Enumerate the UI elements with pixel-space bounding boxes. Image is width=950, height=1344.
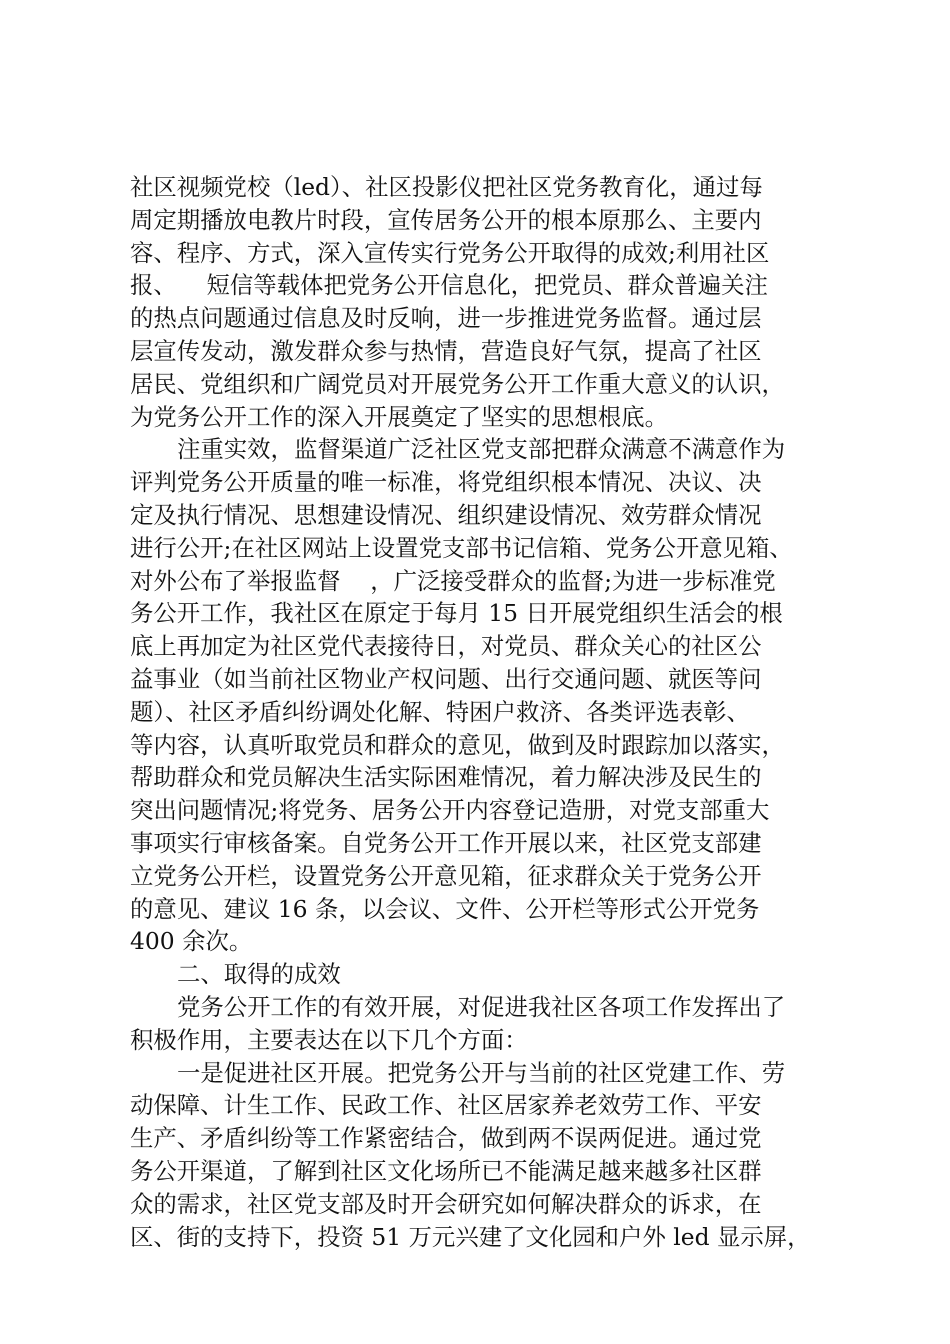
text-line: 对外公布了举报监督 ，广泛接受群众的监督;为进一步标准党 <box>130 566 776 595</box>
text-line: 400 余次。 <box>130 927 253 956</box>
text-line: 事项实行审核备案。自党务公开工作开展以来，社区党支部建 <box>130 828 762 857</box>
text-line: 动保障、计生工作、民政工作、社区居家养老效劳工作、平安 <box>130 1091 762 1120</box>
text-line: 定及执行情况、思想建设情况、组织建设情况、效劳群众情况 <box>130 500 762 529</box>
text-line: 务公开渠道，了解到社区文化场所已不能满足越来越多社区群 <box>130 1156 762 1185</box>
document-body <box>130 171 842 1253</box>
text-line: 评判党务公开质量的唯一标准，将党组织根本情况、决议、决 <box>130 468 762 497</box>
text-line: 进行公开;在社区网站上设置党支部书记信箱、党务公开意见箱、 <box>130 533 793 562</box>
text-line: 党务公开工作的有效开展，对促进我社区各项工作发挥出了 <box>177 992 786 1021</box>
text-line: 社区视频党校（led）、社区投影仪把社区党务教育化，通过每 <box>130 173 763 201</box>
text-line: 务公开工作，我社区在原定于每月 15 日开展党组织生活会的根 <box>130 599 783 628</box>
text-line: 底上再加定为社区党代表接待日，对党员、群众关心的社区公 <box>130 632 762 661</box>
text-line: 注重实效，监督渠道广泛社区党支部把群众满意不满意作为 <box>177 435 786 464</box>
text-line: 生产、矛盾纠纷等工作紧密结合，做到两不误两促进。通过党 <box>130 1124 762 1153</box>
text-line: 层宣传发动，激发群众参与热情，营造良好气氛，提高了社区 <box>130 336 762 365</box>
text-line: 的热点问题通过信息及时反响，进一步推进党务监督。通过层 <box>130 304 762 333</box>
text-line: 的意见、建议 16 条，以会议、文件、公开栏等形式公开党务 <box>130 894 760 923</box>
text-line: 容、程序、方式，深入宣传实行党务公开取得的成效;利用社区 <box>130 238 770 267</box>
text-line: 为党务公开工作的深入开展奠定了坚实的思想根底。 <box>130 402 668 431</box>
text-line: 二、取得的成效 <box>177 960 341 989</box>
text-line: 众的需求，社区党支部及时开会研究如何解决群众的诉求，在 <box>130 1189 762 1218</box>
text-line: 题）、社区矛盾纠纷调处化解、特困户救济、各类评选表彰、 <box>130 697 750 726</box>
text-line: 居民、党组织和广阔党员对开展党务公开工作重大意义的认识， <box>130 369 785 398</box>
text-line: 周定期播放电教片时段，宣传居务公开的根本原那么、主要内 <box>130 205 762 234</box>
text-line: 等内容，认真听取党员和群众的意见，做到及时跟踪加以落实， <box>130 730 785 759</box>
text-line: 立党务公开栏，设置党务公开意见箱，征求群众关于党务公开 <box>130 861 762 890</box>
text-line: 突出问题情况;将党务、居务公开内容登记造册，对党支部重大 <box>130 796 770 825</box>
text-line: 报、 短信等载体把党务公开信息化，把党员、群众普遍关注 <box>130 271 768 300</box>
text-line: 积极作用，主要表达在以下几个方面： <box>130 1025 528 1054</box>
text-line: 区、街的支持下，投资 51 万元兴建了文化园和户外 led 显示屏， <box>130 1222 811 1251</box>
text-line: 益事业（如当前社区物业产权问题、出行交通问题、就医等问 <box>130 664 762 693</box>
text-line: 一是促进社区开展。把党务公开与当前的社区党建工作、劳 <box>177 1058 786 1087</box>
text-line: 帮助群众和党员解决生活实际困难情况，着力解决涉及民生的 <box>130 763 762 792</box>
